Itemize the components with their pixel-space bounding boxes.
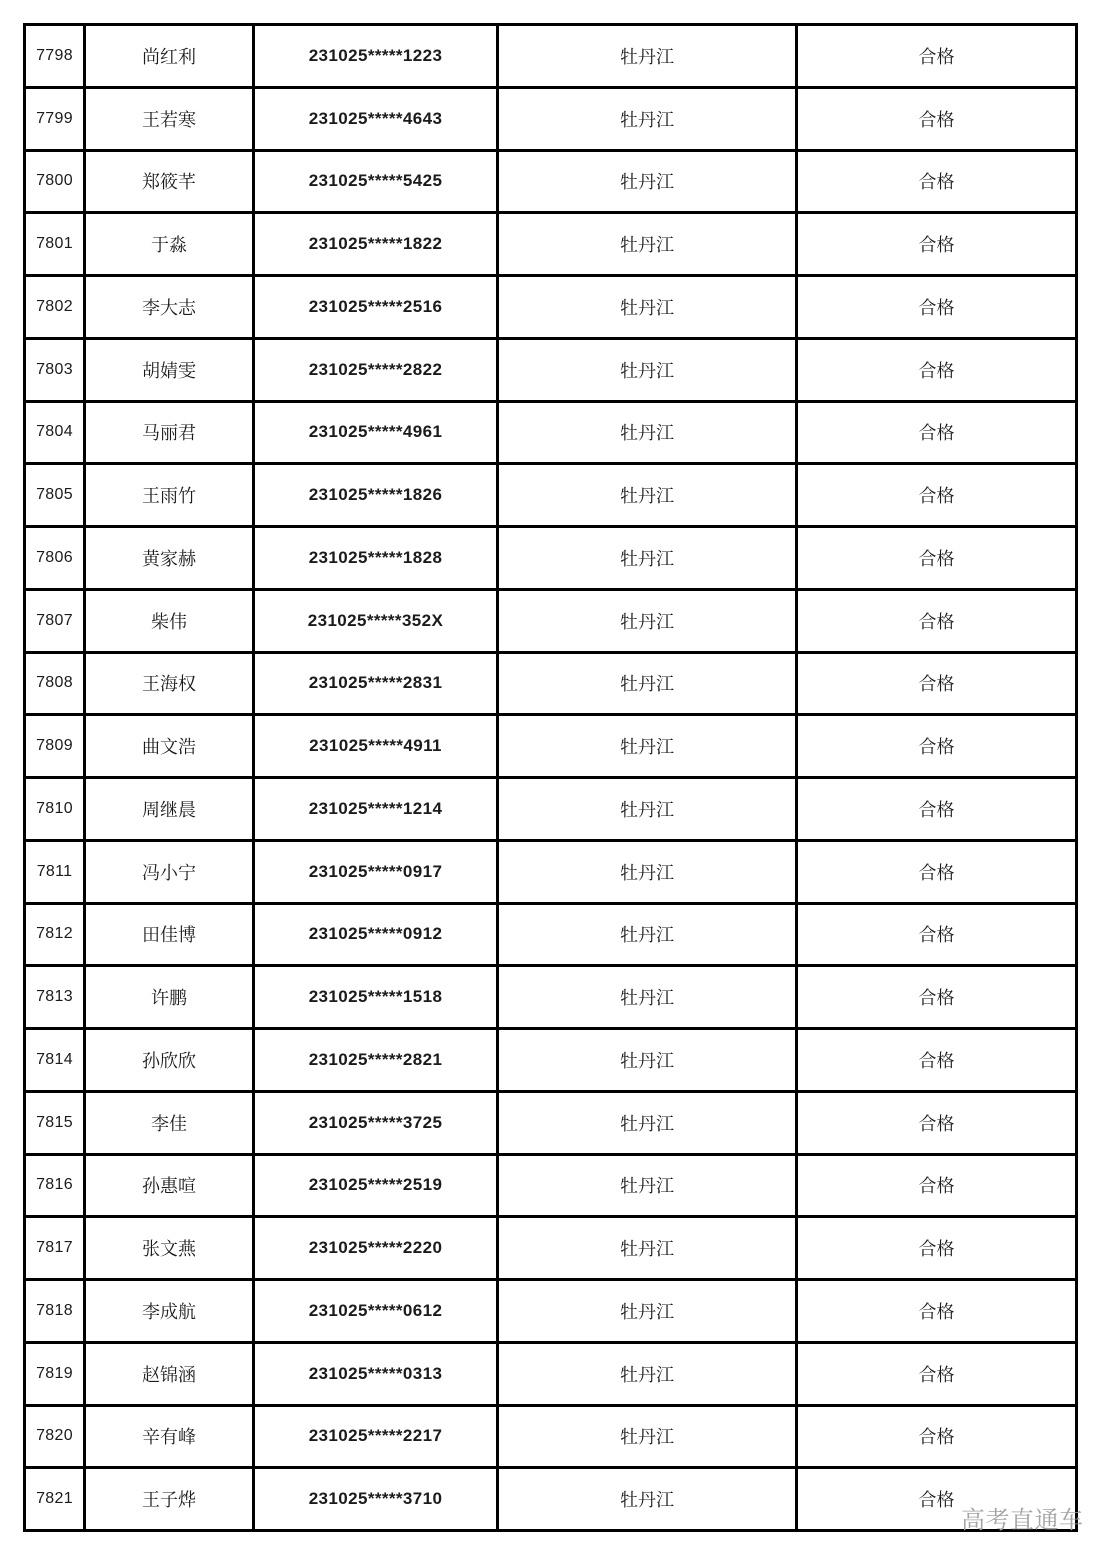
id-number-cell: 231025*****3725 <box>254 1091 498 1154</box>
city-cell: 牡丹江 <box>498 589 797 652</box>
id-number-cell: 231025*****3710 <box>254 1468 498 1531</box>
city-cell: 牡丹江 <box>498 276 797 339</box>
table-row <box>25 401 1077 464</box>
id-number-cell: 231025*****2516 <box>254 276 498 339</box>
results-table-body <box>25 25 1077 1531</box>
city-cell: 牡丹江 <box>498 87 797 150</box>
result-cell: 合格 <box>797 715 1077 778</box>
id-number-cell: 231025*****352X <box>254 589 498 652</box>
candidate-name-cell: 孙惠喧 <box>85 1154 254 1217</box>
city-cell: 牡丹江 <box>498 715 797 778</box>
city-cell: 牡丹江 <box>498 1029 797 1092</box>
seq-cell: 7818 <box>25 1280 85 1343</box>
city-cell: 牡丹江 <box>498 213 797 276</box>
result-cell: 合格 <box>797 1029 1077 1092</box>
seq-cell: 7809 <box>25 715 85 778</box>
seq-cell: 7798 <box>25 25 85 88</box>
id-number-cell: 231025*****2217 <box>254 1405 498 1468</box>
seq-cell: 7804 <box>25 401 85 464</box>
watermark-text: 高考直通车 <box>961 1508 1084 1534</box>
id-number-cell: 231025*****1214 <box>254 778 498 841</box>
seq-cell: 7801 <box>25 213 85 276</box>
candidate-name-cell: 马丽君 <box>85 401 254 464</box>
seq-cell: 7803 <box>25 338 85 401</box>
result-cell: 合格 <box>797 25 1077 88</box>
table-row <box>25 338 1077 401</box>
id-number-cell: 231025*****2519 <box>254 1154 498 1217</box>
id-number-cell: 231025*****4911 <box>254 715 498 778</box>
candidate-name-cell: 王雨竹 <box>85 464 254 527</box>
candidate-name-cell: 冯小宁 <box>85 840 254 903</box>
candidate-name-cell: 田佳博 <box>85 903 254 966</box>
city-cell: 牡丹江 <box>498 778 797 841</box>
table-row <box>25 25 1077 88</box>
seq-cell: 7810 <box>25 778 85 841</box>
seq-cell: 7800 <box>25 150 85 213</box>
id-number-cell: 231025*****2822 <box>254 338 498 401</box>
id-number-cell: 231025*****4961 <box>254 401 498 464</box>
id-number-cell: 231025*****0313 <box>254 1342 498 1405</box>
table-row <box>25 1217 1077 1280</box>
candidate-name-cell: 李成航 <box>85 1280 254 1343</box>
city-cell: 牡丹江 <box>498 338 797 401</box>
seq-cell: 7819 <box>25 1342 85 1405</box>
city-cell: 牡丹江 <box>498 150 797 213</box>
candidate-name-cell: 王海权 <box>85 652 254 715</box>
city-cell: 牡丹江 <box>498 1280 797 1343</box>
table-row <box>25 464 1077 527</box>
seq-cell: 7807 <box>25 589 85 652</box>
seq-cell: 7806 <box>25 527 85 590</box>
candidate-name-cell: 王子烨 <box>85 1468 254 1531</box>
seq-cell: 7813 <box>25 966 85 1029</box>
table-row <box>25 276 1077 339</box>
table-row <box>25 1468 1077 1531</box>
table-row <box>25 589 1077 652</box>
table-row <box>25 1091 1077 1154</box>
city-cell: 牡丹江 <box>498 464 797 527</box>
city-cell: 牡丹江 <box>498 1091 797 1154</box>
seq-cell: 7815 <box>25 1091 85 1154</box>
candidate-name-cell: 周继晨 <box>85 778 254 841</box>
table-row <box>25 213 1077 276</box>
id-number-cell: 231025*****4643 <box>254 87 498 150</box>
id-number-cell: 231025*****2821 <box>254 1029 498 1092</box>
table-row <box>25 778 1077 841</box>
candidate-name-cell: 曲文浩 <box>85 715 254 778</box>
seq-cell: 7802 <box>25 276 85 339</box>
candidate-name-cell: 于淼 <box>85 213 254 276</box>
candidate-name-cell: 孙欣欣 <box>85 1029 254 1092</box>
city-cell: 牡丹江 <box>498 1468 797 1531</box>
table-row <box>25 527 1077 590</box>
result-cell: 合格 <box>797 1217 1077 1280</box>
city-cell: 牡丹江 <box>498 903 797 966</box>
table-row <box>25 840 1077 903</box>
candidate-name-cell: 柴伟 <box>85 589 254 652</box>
result-cell: 合格 <box>797 966 1077 1029</box>
seq-cell: 7816 <box>25 1154 85 1217</box>
table-row <box>25 1280 1077 1343</box>
seq-cell: 7820 <box>25 1405 85 1468</box>
city-cell: 牡丹江 <box>498 840 797 903</box>
result-cell: 合格 <box>797 1280 1077 1343</box>
candidate-name-cell: 胡婧雯 <box>85 338 254 401</box>
result-cell: 合格 <box>797 213 1077 276</box>
result-cell: 合格 <box>797 652 1077 715</box>
candidate-name-cell: 黄家赫 <box>85 527 254 590</box>
id-number-cell: 231025*****2220 <box>254 1217 498 1280</box>
seq-cell: 7814 <box>25 1029 85 1092</box>
candidate-name-cell: 李佳 <box>85 1091 254 1154</box>
id-number-cell: 231025*****0612 <box>254 1280 498 1343</box>
city-cell: 牡丹江 <box>498 25 797 88</box>
seq-cell: 7821 <box>25 1468 85 1531</box>
seq-cell: 7811 <box>25 840 85 903</box>
candidate-name-cell: 赵锦涵 <box>85 1342 254 1405</box>
seq-cell: 7808 <box>25 652 85 715</box>
candidate-name-cell: 郑筱芊 <box>85 150 254 213</box>
city-cell: 牡丹江 <box>498 966 797 1029</box>
result-cell: 合格 <box>797 1405 1077 1468</box>
results-table <box>23 23 1078 1532</box>
id-number-cell: 231025*****1518 <box>254 966 498 1029</box>
candidate-name-cell: 许鹏 <box>85 966 254 1029</box>
city-cell: 牡丹江 <box>498 1217 797 1280</box>
result-cell: 合格 <box>797 464 1077 527</box>
result-cell: 合格 <box>797 589 1077 652</box>
result-cell: 合格 <box>797 1154 1077 1217</box>
id-number-cell: 231025*****0912 <box>254 903 498 966</box>
id-number-cell: 231025*****5425 <box>254 150 498 213</box>
result-cell: 合格 <box>797 778 1077 841</box>
result-cell: 合格 <box>797 150 1077 213</box>
city-cell: 牡丹江 <box>498 1154 797 1217</box>
seq-cell: 7799 <box>25 87 85 150</box>
city-cell: 牡丹江 <box>498 652 797 715</box>
city-cell: 牡丹江 <box>498 1405 797 1468</box>
candidate-name-cell: 王若寒 <box>85 87 254 150</box>
table-row <box>25 1342 1077 1405</box>
table-row <box>25 150 1077 213</box>
result-cell: 合格 <box>797 338 1077 401</box>
candidate-name-cell: 李大志 <box>85 276 254 339</box>
table-row <box>25 652 1077 715</box>
candidate-name-cell: 辛有峰 <box>85 1405 254 1468</box>
id-number-cell: 231025*****1828 <box>254 527 498 590</box>
table-row <box>25 87 1077 150</box>
result-cell: 合格 <box>797 276 1077 339</box>
result-cell: 合格 <box>797 87 1077 150</box>
id-number-cell: 231025*****0917 <box>254 840 498 903</box>
table-row <box>25 903 1077 966</box>
id-number-cell: 231025*****1826 <box>254 464 498 527</box>
table-row <box>25 715 1077 778</box>
table-row <box>25 966 1077 1029</box>
result-cell: 合格 <box>797 903 1077 966</box>
id-number-cell: 231025*****1223 <box>254 25 498 88</box>
seq-cell: 7817 <box>25 1217 85 1280</box>
table-row <box>25 1405 1077 1468</box>
result-cell: 合格 <box>797 1091 1077 1154</box>
table-row <box>25 1154 1077 1217</box>
candidate-name-cell: 尚红利 <box>85 25 254 88</box>
result-cell: 合格 <box>797 527 1077 590</box>
seq-cell: 7812 <box>25 903 85 966</box>
id-number-cell: 231025*****1822 <box>254 213 498 276</box>
city-cell: 牡丹江 <box>498 1342 797 1405</box>
result-cell: 合格 <box>797 840 1077 903</box>
candidate-name-cell: 张文燕 <box>85 1217 254 1280</box>
city-cell: 牡丹江 <box>498 401 797 464</box>
table-row <box>25 1029 1077 1092</box>
seq-cell: 7805 <box>25 464 85 527</box>
result-cell: 合格 <box>797 401 1077 464</box>
id-number-cell: 231025*****2831 <box>254 652 498 715</box>
city-cell: 牡丹江 <box>498 527 797 590</box>
result-cell: 合格 <box>797 1342 1077 1405</box>
result-cell: 合格 <box>797 1468 1077 1531</box>
